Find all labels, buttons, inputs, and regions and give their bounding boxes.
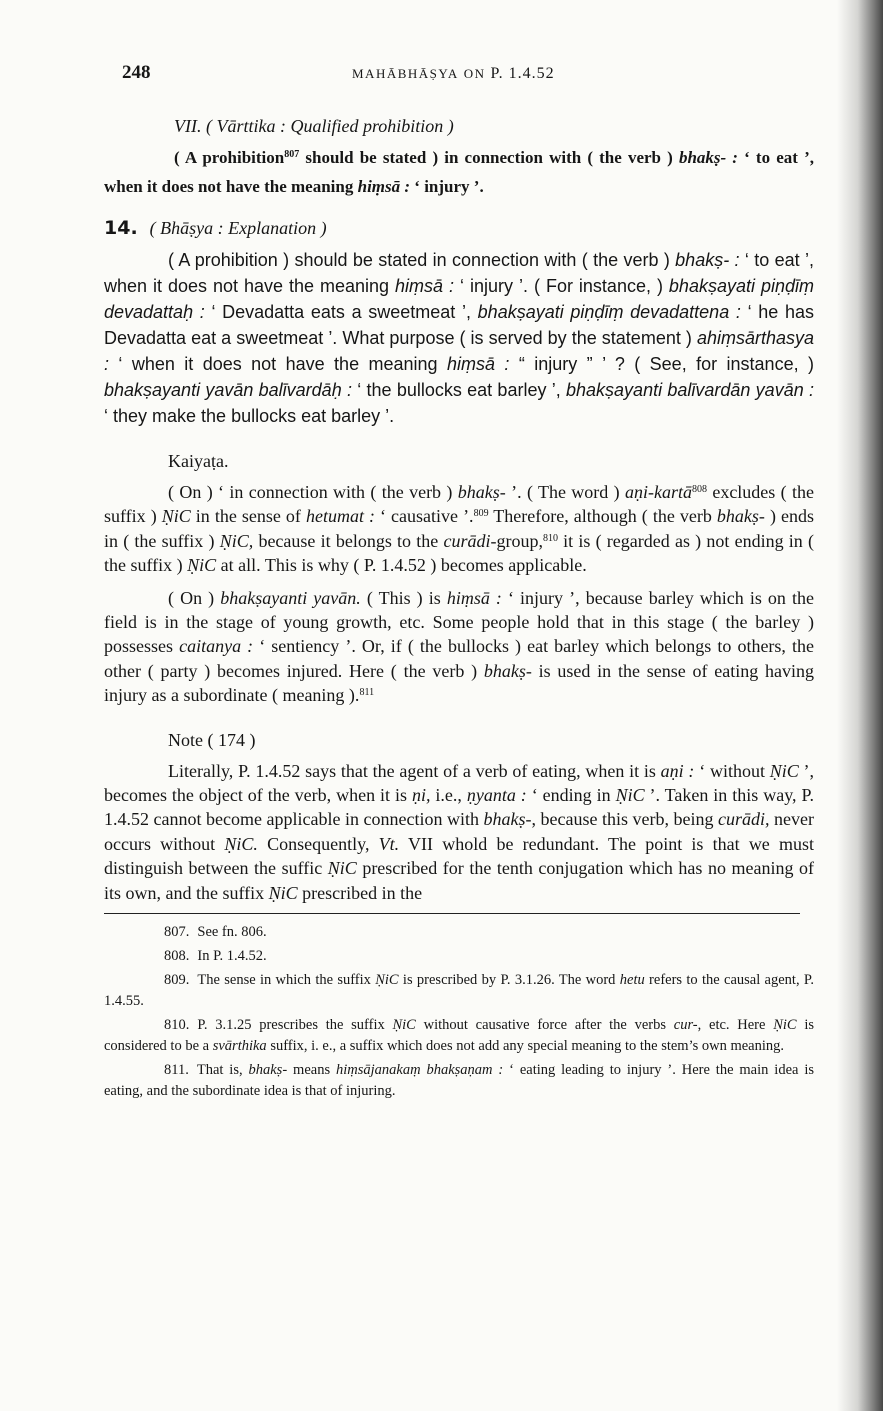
bhasya-heading	[104, 217, 814, 239]
page-header	[104, 62, 814, 102]
footnote-809: 809. The sense in which the suffix ṆiC is prescribed by P. 3.1.26. The word hetu refers to the causal agent, P. 1.4.55.	[104, 972, 814, 1010]
section-label: ( Bhāṣya : Explanation )	[149, 218, 327, 238]
section-number: 14.	[104, 217, 138, 239]
page-number: 248	[122, 62, 151, 83]
kaiyata-heading: Kaiyaṭa.	[168, 451, 229, 471]
footnote-divider	[104, 913, 800, 914]
footnote-807: 807. See fn. 806.	[164, 924, 267, 941]
note-heading: Note ( 174 )	[168, 729, 256, 750]
bhasya-paragraph: ( A prohibition ) should be stated in connection with ( the verb ) bhakṣ- : ‘ to eat ’, when it does not have the meaning hiṃsā : ‘ injury ’. ( For instance, ) bhakṣayati piṇḍīṃ devadattaḥ : ‘ Devadatta eats a sweetmeat ’, bhakṣayati piṇḍīṃ devadattena : ‘ he has Devadatta eat a sweetmeat ’. What purpose ( is served by the statement ) ahiṃsārthasya : ‘ when it does not have the meaning hiṃsā : “ injury ” ’ ? ( See, for instance, ) bhakṣayanti yavān balīvardāḥ : ‘ the bullocks eat barley ’, bhakṣayanti balīvardān yavān : ‘ they make the bullocks eat barley ’.	[104, 250, 814, 426]
footnote-811: 811. That is, bhakṣ- means hiṃsājanakaṃ bhakṣaṇam : ‘ eating leading to injury ’. Here the main idea is eating, and the subordinate idea is that of injuring.	[104, 1062, 814, 1100]
footnote-808: 808. In P. 1.4.52.	[164, 948, 267, 965]
book-page	[104, 62, 814, 1105]
varttika-heading: VII. ( Vārttika : Qualified prohibition )	[174, 116, 454, 136]
footnote-810: 810. P. 3.1.25 prescribes the suffix ṆiC without causative force after the verbs cur-, etc. Here ṆiC is considered to be a svārthika suffix, i. e., a suffix which does not add any special meaning to the stem’s own meaning.	[104, 1017, 814, 1055]
kaiyata-paragraph-1: ( On ) ‘ in connection with ( the verb ) bhakṣ- ’. ( The word ) aṇi-kartā$^{808}$ excludes ( the suffix ) ṆiC in the sense of hetumat : ‘ causative ’.$^{809}$ Therefore, although ( the verb bhakṣ- ) ends in ( the suffix ) ṆiC, because it belongs to the curādi-group,$^{810}$ it is ( regarded as ) not ending in ( the suffix ) ṆiC at all. This is why ( P. 1.4.52 ) becomes applicable.	[104, 482, 814, 576]
scan-shadow	[837, 0, 883, 1411]
varttika-text: ( A prohibition$^{807}$ should be stated ) in connection with ( the verb ) bhakṣ- : ‘ to eat ’, when it does not have the meaning hiṃsā : ‘ injury ’.	[104, 148, 814, 196]
running-title: MAHĀBHĀṢYA ON P. 1.4.52	[352, 65, 555, 82]
kaiyata-paragraph-2: ( On ) bhakṣayanti yavān. ( This ) is hiṃsā : ‘ injury ’, because barley which is on the field is in the stage of young growth, etc. Some people hold that in this stage ( the barley ) possesses caitanya : ‘ sentiency ’. Or, if ( the bullocks ) eat barley which belongs to others, the other ( party ) becomes injured. Here ( the verb ) bhakṣ- is used in the sense of eating having injury as a subordinate ( meaning ).$^{811}$	[104, 587, 815, 706]
note-paragraph: Literally, P. 1.4.52 says that the agent of a verb of eating, when it is aṇi : ‘ without ṆiC ’, becomes the object of the verb, when it is ṇi, i.e., ṇyanta : ‘ ending in ṆiC ’. Taken in this way, P. 1.4.52 cannot become applicable in connection with bhakṣ-, because this verb, being curādi, never occurs without ṆiC. Consequently, Vt. VII whold be redundant. The point is that we must distinguish between the suffic ṆiC prescribed for the tenth conjugation which has no meaning of its own, and the suffix ṆiC prescribed in the	[104, 760, 815, 903]
